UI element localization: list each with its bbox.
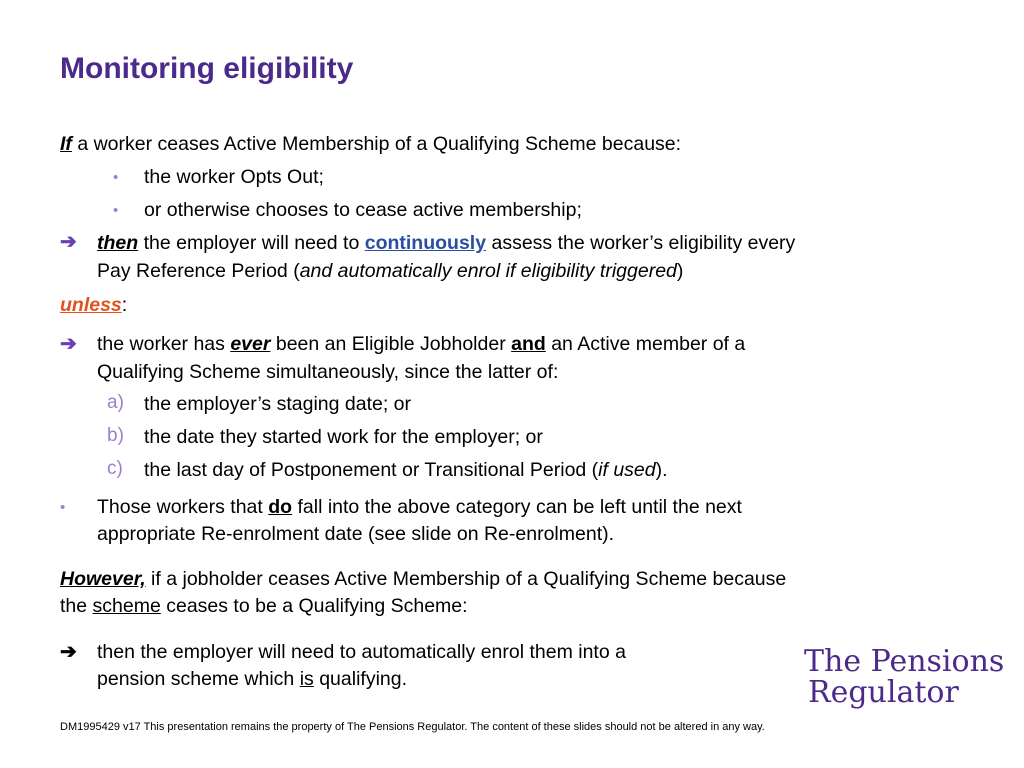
then-text-4: ) [676,260,684,282]
pensions-regulator-logo [804,646,1004,708]
bullet-icon: • [113,169,119,186]
then-text-3: Pay Reference Period ( [97,260,300,282]
scheme-word: scheme [92,595,161,617]
however-text-3: ceases to be a Qualifying Scheme: [160,595,468,617]
unless-line [60,292,127,319]
worker-text: the worker has [97,333,231,355]
bullet-icon: • [113,202,119,219]
list-item: the date they started work for the employer; or [144,426,543,448]
then-line-2 [97,258,683,285]
bullet-icon: • [60,499,66,516]
worker-text-3: an Active member of a [545,333,746,355]
arrow-icon: ➔ [60,333,77,355]
and-keyword: and [511,333,546,355]
logo-line-2: Regulator [808,675,959,710]
enrol-line: then the employer will need to automatically enrol them into a [97,641,626,663]
worker-line [97,331,745,358]
workers-text: Those workers that [97,496,269,518]
continuously-link[interactable]: continuously [364,232,487,254]
page-title: Monitoring eligibility [60,52,354,85]
list-item: the employer’s staging date; or [144,393,412,415]
workers-text-2: fall into the above category can be left until the next [292,496,742,518]
list-marker: b) [107,425,124,446]
then-text-2: assess the worker’s eligibility every [486,232,796,254]
worker-text-2: been an Eligible Jobholder [270,333,512,355]
list-item-text: the last day of Postponement or Transitional Period ( [144,459,599,481]
list-marker: a) [107,392,124,413]
worker-line-2: Qualifying Scheme simultaneously, since the latter of: [97,361,559,383]
list-marker: c) [107,458,123,479]
however-text-2: the [60,595,93,617]
enrol-text-2: qualifying. [313,668,408,690]
bullet-item: or otherwise chooses to cease active membership; [144,199,582,221]
then-italic: and automatically enrol if eligibility triggered [299,260,677,282]
then-text: the employer will need to [138,232,365,254]
arrow-icon: ➔ [60,641,77,663]
however-keyword: However, [60,568,146,590]
then-keyword: then [97,232,139,254]
however-text: if a jobholder ceases Active Membership of a Qualifying Scheme because [145,568,787,590]
bullet-item: the worker Opts Out; [144,166,324,188]
if-line [60,131,681,158]
workers-line-2: appropriate Re-enrolment date (see slide on Re-enrolment). [97,523,615,545]
enrol-text: pension scheme which [97,668,300,690]
logo-line-1: The Pensions [804,644,1005,679]
ever-keyword: ever [230,333,271,355]
arrow-icon: ➔ [60,231,77,253]
however-line-2 [60,593,468,620]
footer-note: DM1995429 v17 This presentation remains the property of The Pensions Regulator. The content of these slides should not be altered in any way. [60,721,765,733]
if-keyword: If [60,133,72,155]
list-item [144,457,668,484]
however-line [60,566,786,593]
do-keyword: do [268,496,293,518]
unless-colon: : [121,294,128,316]
list-item-text-2: ). [655,459,668,481]
workers-line [97,494,742,521]
then-line [97,230,795,257]
list-item-italic: if used [598,459,656,481]
enrol-line-2 [97,666,407,693]
is-word: is [299,668,314,690]
if-text: a worker ceases Active Membership of a Qualifying Scheme because: [71,133,682,155]
unless-keyword: unless [60,294,122,316]
